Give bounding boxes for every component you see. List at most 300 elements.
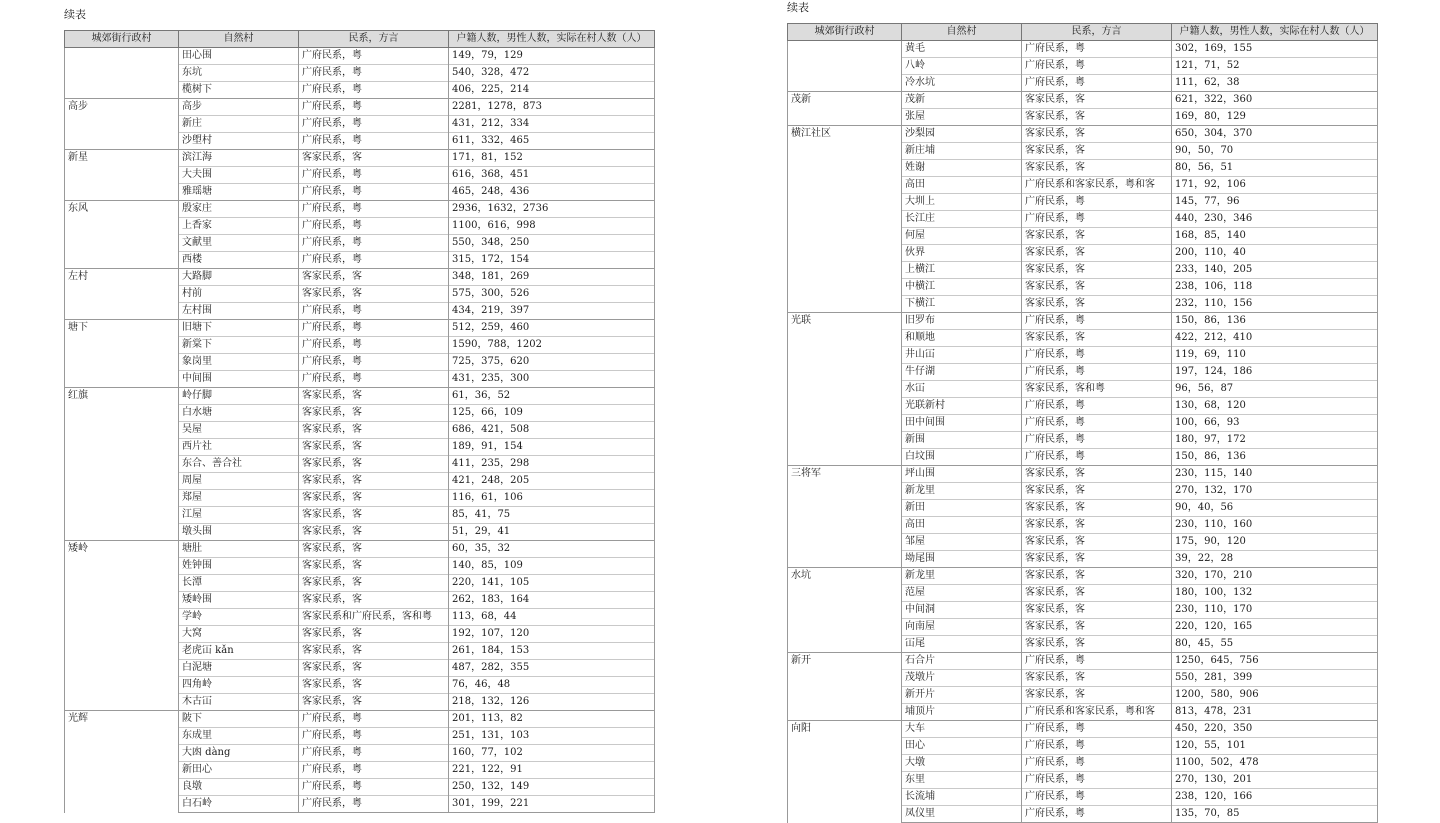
population-cell: 512，259，460 [449, 320, 655, 337]
population-cell: 160，77，102 [449, 745, 655, 762]
admin-village-cell: 横江社区 [788, 126, 902, 313]
natural-village-cell: 东合、善合社 [179, 456, 299, 473]
natural-village-cell: 滨江海 [179, 150, 299, 167]
population-cell: 262，183，164 [449, 592, 655, 609]
table-body [788, 41, 1378, 823]
natural-village-cell: 新庄 [179, 116, 299, 133]
natural-village-cell: 石合片 [902, 653, 1022, 670]
dialect-cell: 广府民系和客家民系，粤和客 [1022, 177, 1172, 194]
natural-village-cell: 象岗里 [179, 354, 299, 371]
natural-village-cell: 长潭 [179, 575, 299, 592]
natural-village-cell: 大车 [902, 721, 1022, 738]
population-cell: 169，80，129 [1172, 109, 1378, 126]
dialect-cell: 客家民系，客 [1022, 568, 1172, 585]
natural-village-cell: 老虎冚 kǎn [179, 643, 299, 660]
population-cell: 121，71，52 [1172, 58, 1378, 75]
dialect-cell: 广府民系，粤 [1022, 41, 1172, 58]
dialect-cell: 客家民系，客 [1022, 517, 1172, 534]
dialect-cell: 客家民系，客 [299, 677, 449, 694]
table-row [788, 568, 1378, 585]
header-population: 户籍人数，男性人数，实际在村人数（人） [449, 31, 655, 48]
dialect-cell: 广府民系，粤 [1022, 75, 1172, 92]
natural-village-cell: 四角岭 [179, 677, 299, 694]
admin-village-cell: 光联 [788, 313, 902, 466]
natural-village-cell: 田心围 [179, 48, 299, 65]
natural-village-cell: 张屋 [902, 109, 1022, 126]
population-cell: 220，141，105 [449, 575, 655, 592]
population-cell: 251，131，103 [449, 728, 655, 745]
dialect-cell: 广府民系，粤 [1022, 313, 1172, 330]
natural-village-cell: 姓钟围 [179, 558, 299, 575]
continued-label: 续表 [787, 1, 809, 14]
natural-village-cell: 冚尾 [902, 636, 1022, 653]
population-cell: 440，230，346 [1172, 211, 1378, 228]
dialect-cell: 客家民系，客 [299, 286, 449, 303]
dialect-cell: 广府民系，粤 [1022, 653, 1172, 670]
header-natural-village: 自然村 [179, 31, 299, 48]
dialect-cell: 广府民系，粤 [299, 48, 449, 65]
dialect-cell: 客家民系，客 [299, 490, 449, 507]
population-cell: 135，70，85 [1172, 806, 1378, 823]
header-row [788, 24, 1378, 41]
admin-village-cell: 新开 [788, 653, 902, 721]
population-cell: 1200，580，906 [1172, 687, 1378, 704]
population-cell: 434，219，397 [449, 303, 655, 320]
natural-village-cell: 向南屋 [902, 619, 1022, 636]
dialect-cell: 广府民系，粤 [299, 201, 449, 218]
dialect-cell: 广府民系，粤 [1022, 789, 1172, 806]
natural-village-cell: 新龙里 [902, 568, 1022, 585]
population-cell: 96，56，87 [1172, 381, 1378, 398]
dialect-cell: 广府民系，粤 [299, 337, 449, 354]
admin-village-cell: 光辉 [65, 711, 179, 813]
dialect-cell: 广府民系，粤 [1022, 194, 1172, 211]
dialect-cell: 广府民系，粤 [299, 711, 449, 728]
population-cell: 621，322，360 [1172, 92, 1378, 109]
natural-village-cell: 殷家庄 [179, 201, 299, 218]
population-cell: 301，199，221 [449, 796, 655, 813]
population-cell: 1100，502，478 [1172, 755, 1378, 772]
population-cell: 201，113，82 [449, 711, 655, 728]
dialect-cell: 客家民系，客 [1022, 228, 1172, 245]
natural-village-cell: 新庄埔 [902, 143, 1022, 160]
natural-village-cell: 木古冚 [179, 694, 299, 711]
natural-village-cell: 墩头围 [179, 524, 299, 541]
dialect-cell: 广府民系和客家民系，粤和客 [1022, 704, 1172, 721]
header-admin-village: 城郊街行政村 [788, 24, 902, 41]
population-cell: 550，348，250 [449, 235, 655, 252]
dialect-cell: 客家民系，客 [299, 660, 449, 677]
dialect-cell: 客家民系，客 [1022, 602, 1172, 619]
population-cell: 540，328，472 [449, 65, 655, 82]
natural-village-cell: 长江庄 [902, 211, 1022, 228]
village-table [787, 23, 1378, 823]
population-cell: 218，132，126 [449, 694, 655, 711]
population-cell: 140，85，109 [449, 558, 655, 575]
dialect-cell: 客家民系，客 [299, 507, 449, 524]
natural-village-cell: 伙界 [902, 245, 1022, 262]
population-cell: 76，46，48 [449, 677, 655, 694]
dialect-cell: 广府民系，粤 [299, 779, 449, 796]
population-cell: 232，110，156 [1172, 296, 1378, 313]
population-cell: 130，68，120 [1172, 398, 1378, 415]
dialect-cell: 广府民系，粤 [1022, 347, 1172, 364]
dialect-cell: 客家民系，客 [1022, 551, 1172, 568]
population-cell: 686，421，508 [449, 422, 655, 439]
table-row [65, 99, 655, 116]
population-cell: 230，115，140 [1172, 466, 1378, 483]
dialect-cell: 客家民系，客 [1022, 279, 1172, 296]
table-body [65, 48, 655, 813]
dialect-cell: 客家民系，客 [299, 456, 449, 473]
natural-village-cell: 田中间围 [902, 415, 1022, 432]
dialect-cell: 客家民系，客 [1022, 534, 1172, 551]
natural-village-cell: 冷水坑 [902, 75, 1022, 92]
population-cell: 111，62，38 [1172, 75, 1378, 92]
table-row [65, 711, 655, 728]
header-dialect: 民系，方言 [1022, 24, 1172, 41]
dialect-cell: 客家民系，客 [299, 592, 449, 609]
natural-village-cell: 沙塱村 [179, 133, 299, 150]
natural-village-cell: 白石岭 [179, 796, 299, 813]
admin-village-cell: 塘下 [65, 320, 179, 388]
dialect-cell: 客家民系和广府民系，客和粤 [299, 609, 449, 626]
admin-village-cell: 高步 [65, 99, 179, 150]
natural-village-cell: 塘肚 [179, 541, 299, 558]
natural-village-cell: 大圳上 [902, 194, 1022, 211]
natural-village-cell: 黄毛 [902, 41, 1022, 58]
admin-village-cell: 向阳 [788, 721, 902, 823]
population-cell: 465，248，436 [449, 184, 655, 201]
population-cell: 315，172，154 [449, 252, 655, 269]
natural-village-cell: 长流埔 [902, 789, 1022, 806]
natural-village-cell: 水冚 [902, 381, 1022, 398]
dialect-cell: 客家民系，客 [299, 626, 449, 643]
admin-village-cell [788, 41, 902, 92]
dialect-cell: 客家民系，客 [1022, 636, 1172, 653]
natural-village-cell: 良墩 [179, 779, 299, 796]
table-row [65, 541, 655, 558]
dialect-cell: 客家民系，客 [299, 558, 449, 575]
natural-village-cell: 井山冚 [902, 347, 1022, 364]
population-cell: 90，40，56 [1172, 500, 1378, 517]
natural-village-cell: 陂下 [179, 711, 299, 728]
natural-village-cell: 茂墩片 [902, 670, 1022, 687]
population-cell: 116，61，106 [449, 490, 655, 507]
population-cell: 125，66，109 [449, 405, 655, 422]
natural-village-cell: 江屋 [179, 507, 299, 524]
population-cell: 1250，645，756 [1172, 653, 1378, 670]
admin-village-cell: 三将军 [788, 466, 902, 568]
population-cell: 221，122，91 [449, 762, 655, 779]
dialect-cell: 广府民系，粤 [299, 116, 449, 133]
population-cell: 150，86，136 [1172, 449, 1378, 466]
header-admin-village: 城郊街行政村 [65, 31, 179, 48]
natural-village-cell: 大凼 dàng [179, 745, 299, 762]
admin-village-cell: 东风 [65, 201, 179, 269]
admin-village-cell: 矮岭 [65, 541, 179, 711]
natural-village-cell: 大夫围 [179, 167, 299, 184]
natural-village-cell: 上横江 [902, 262, 1022, 279]
natural-village-cell: 中横江 [902, 279, 1022, 296]
dialect-cell: 客家民系，客 [1022, 466, 1172, 483]
dialect-cell: 客家民系，客 [299, 269, 449, 286]
dialect-cell: 客家民系，客 [1022, 126, 1172, 143]
dialect-cell: 广府民系，粤 [299, 762, 449, 779]
header-row [65, 31, 655, 48]
dialect-cell: 客家民系，客 [1022, 92, 1172, 109]
population-cell: 120，55，101 [1172, 738, 1378, 755]
dialect-cell: 客家民系，客 [299, 473, 449, 490]
natural-village-cell: 田心 [902, 738, 1022, 755]
continued-label: 续表 [64, 8, 86, 21]
dialect-cell: 客家民系，客 [299, 150, 449, 167]
population-cell: 85，41，75 [449, 507, 655, 524]
dialect-cell: 客家民系，客 [299, 439, 449, 456]
natural-village-cell: 新田 [902, 500, 1022, 517]
population-cell: 39，22，28 [1172, 551, 1378, 568]
natural-village-cell: 高田 [902, 177, 1022, 194]
natural-village-cell: 新开片 [902, 687, 1022, 704]
population-cell: 171，92，106 [1172, 177, 1378, 194]
table-row [788, 721, 1378, 738]
table-row [65, 48, 655, 65]
population-cell: 113，68，44 [449, 609, 655, 626]
natural-village-cell: 范屋 [902, 585, 1022, 602]
population-cell: 180，97，172 [1172, 432, 1378, 449]
dialect-cell: 客家民系，客 [1022, 296, 1172, 313]
header-population: 户籍人数，男性人数，实际在村人数（人） [1172, 24, 1378, 41]
admin-village-cell: 茂新 [788, 92, 902, 126]
natural-village-cell: 凤仪里 [902, 806, 1022, 823]
natural-village-cell: 东里 [902, 772, 1022, 789]
village-table [64, 30, 655, 813]
population-cell: 145，77，96 [1172, 194, 1378, 211]
dialect-cell: 广府民系，粤 [1022, 58, 1172, 75]
population-cell: 197，124，186 [1172, 364, 1378, 381]
dialect-cell: 广府民系，粤 [1022, 772, 1172, 789]
population-cell: 813，478，231 [1172, 704, 1378, 721]
population-cell: 575，300，526 [449, 286, 655, 303]
population-cell: 60，35，32 [449, 541, 655, 558]
population-cell: 422，212，410 [1172, 330, 1378, 347]
natural-village-cell: 沙梨园 [902, 126, 1022, 143]
dialect-cell: 广府民系，粤 [1022, 211, 1172, 228]
population-cell: 1590，788，1202 [449, 337, 655, 354]
natural-village-cell: 周屋 [179, 473, 299, 490]
population-cell: 270，130，201 [1172, 772, 1378, 789]
natural-village-cell: 榄树下 [179, 82, 299, 99]
population-cell: 1100，616，998 [449, 218, 655, 235]
dialect-cell: 广府民系，粤 [299, 745, 449, 762]
natural-village-cell: 新围 [902, 432, 1022, 449]
dialect-cell: 客家民系，客 [299, 575, 449, 592]
table-row [65, 269, 655, 286]
population-cell: 302，169，155 [1172, 41, 1378, 58]
dialect-cell: 广府民系，粤 [299, 65, 449, 82]
population-cell: 348，181，269 [449, 269, 655, 286]
population-cell: 2936，1632，2736 [449, 201, 655, 218]
dialect-cell: 广府民系，粤 [299, 728, 449, 745]
population-cell: 51，29，41 [449, 524, 655, 541]
dialect-cell: 客家民系，客 [1022, 262, 1172, 279]
population-cell: 233，140，205 [1172, 262, 1378, 279]
dialect-cell: 客家民系，客和粤 [1022, 381, 1172, 398]
dialect-cell: 客家民系，客 [299, 422, 449, 439]
population-cell: 189，91，154 [449, 439, 655, 456]
dialect-cell: 广府民系，粤 [299, 133, 449, 150]
population-cell: 80，45，55 [1172, 636, 1378, 653]
population-cell: 261，184，153 [449, 643, 655, 660]
dialect-cell: 广府民系，粤 [1022, 806, 1172, 823]
table-row [65, 150, 655, 167]
population-cell: 192，107，120 [449, 626, 655, 643]
natural-village-cell: 文献里 [179, 235, 299, 252]
dialect-cell: 客家民系，客 [1022, 109, 1172, 126]
natural-village-cell: 新龙里 [902, 483, 1022, 500]
dialect-cell: 客家民系，客 [1022, 687, 1172, 704]
dialect-cell: 客家民系，客 [1022, 143, 1172, 160]
population-cell: 611，332，465 [449, 133, 655, 150]
dialect-cell: 客家民系，客 [1022, 483, 1172, 500]
natural-village-cell: 八岭 [902, 58, 1022, 75]
admin-village-cell [65, 48, 179, 99]
natural-village-cell: 中间洞 [902, 602, 1022, 619]
natural-village-cell: 光联新村 [902, 398, 1022, 415]
natural-village-cell: 坳尾围 [902, 551, 1022, 568]
dialect-cell: 客家民系，客 [1022, 160, 1172, 177]
natural-village-cell: 白泥塘 [179, 660, 299, 677]
table-row [788, 92, 1378, 109]
natural-village-cell: 白坟围 [902, 449, 1022, 466]
dialect-cell: 客家民系，客 [1022, 245, 1172, 262]
dialect-cell: 客家民系，客 [299, 643, 449, 660]
table-row [788, 653, 1378, 670]
natural-village-cell: 新棠下 [179, 337, 299, 354]
dialect-cell: 广府民系，粤 [299, 252, 449, 269]
table-row [788, 466, 1378, 483]
table-row [788, 313, 1378, 330]
dialect-cell: 客家民系，客 [299, 405, 449, 422]
dialect-cell: 客家民系，客 [299, 541, 449, 558]
natural-village-cell: 村前 [179, 286, 299, 303]
dialect-cell: 广府民系，粤 [1022, 738, 1172, 755]
population-cell: 250，132，149 [449, 779, 655, 796]
table-row [788, 41, 1378, 58]
dialect-cell: 客家民系，客 [1022, 619, 1172, 636]
population-cell: 431，235，300 [449, 371, 655, 388]
population-cell: 431，212，334 [449, 116, 655, 133]
population-cell: 411，235，298 [449, 456, 655, 473]
natural-village-cell: 新田心 [179, 762, 299, 779]
dialect-cell: 广府民系，粤 [299, 354, 449, 371]
natural-village-cell: 岭仔脚 [179, 388, 299, 405]
dialect-cell: 客家民系，客 [1022, 585, 1172, 602]
natural-village-cell: 姓谢 [902, 160, 1022, 177]
dialect-cell: 广府民系，粤 [299, 167, 449, 184]
natural-village-cell: 郑屋 [179, 490, 299, 507]
natural-village-cell: 埔顶片 [902, 704, 1022, 721]
population-cell: 616，368，451 [449, 167, 655, 184]
population-cell: 406，225，214 [449, 82, 655, 99]
dialect-cell: 客家民系，客 [299, 694, 449, 711]
natural-village-cell: 和顺地 [902, 330, 1022, 347]
admin-village-cell: 左村 [65, 269, 179, 320]
population-cell: 175，90，120 [1172, 534, 1378, 551]
population-cell: 61，36，52 [449, 388, 655, 405]
population-cell: 149，79，129 [449, 48, 655, 65]
natural-village-cell: 旧塘下 [179, 320, 299, 337]
natural-village-cell: 中间围 [179, 371, 299, 388]
population-cell: 171，81，152 [449, 150, 655, 167]
dialect-cell: 客家民系，客 [1022, 330, 1172, 347]
dialect-cell: 客家民系，客 [1022, 500, 1172, 517]
dialect-cell: 广府民系，粤 [1022, 721, 1172, 738]
natural-village-cell: 西楼 [179, 252, 299, 269]
dialect-cell: 客家民系，客 [1022, 670, 1172, 687]
natural-village-cell: 邹屋 [902, 534, 1022, 551]
table-row [65, 388, 655, 405]
dialect-cell: 广府民系，粤 [299, 235, 449, 252]
dialect-cell: 广府民系，粤 [299, 218, 449, 235]
header-dialect: 民系，方言 [299, 31, 449, 48]
population-cell: 270，132，170 [1172, 483, 1378, 500]
natural-village-cell: 牛仔湖 [902, 364, 1022, 381]
population-cell: 487，282，355 [449, 660, 655, 677]
population-cell: 119，69，110 [1172, 347, 1378, 364]
natural-village-cell: 吴屋 [179, 422, 299, 439]
dialect-cell: 广府民系，粤 [299, 320, 449, 337]
population-cell: 100，66，93 [1172, 415, 1378, 432]
dialect-cell: 客家民系，客 [299, 388, 449, 405]
population-cell: 200，110，40 [1172, 245, 1378, 262]
admin-village-cell: 新星 [65, 150, 179, 201]
dialect-cell: 广府民系，粤 [1022, 398, 1172, 415]
population-cell: 725，375，620 [449, 354, 655, 371]
dialect-cell: 广府民系，粤 [1022, 755, 1172, 772]
population-cell: 650，304，370 [1172, 126, 1378, 143]
population-cell: 150，86，136 [1172, 313, 1378, 330]
population-cell: 320，170，210 [1172, 568, 1378, 585]
natural-village-cell: 东成里 [179, 728, 299, 745]
natural-village-cell: 雅瑶塘 [179, 184, 299, 201]
population-cell: 180，100，132 [1172, 585, 1378, 602]
natural-village-cell: 矮岭围 [179, 592, 299, 609]
dialect-cell: 广府民系，粤 [299, 82, 449, 99]
population-cell: 450，220，350 [1172, 721, 1378, 738]
dialect-cell: 广府民系，粤 [299, 796, 449, 813]
population-cell: 421，248，205 [449, 473, 655, 490]
natural-village-cell: 茂新 [902, 92, 1022, 109]
natural-village-cell: 大墩 [902, 755, 1022, 772]
dialect-cell: 广府民系，粤 [299, 99, 449, 116]
natural-village-cell: 高步 [179, 99, 299, 116]
natural-village-cell: 学岭 [179, 609, 299, 626]
header-natural-village: 自然村 [902, 24, 1022, 41]
natural-village-cell: 西片社 [179, 439, 299, 456]
population-cell: 80，56，51 [1172, 160, 1378, 177]
dialect-cell: 广府民系，粤 [1022, 364, 1172, 381]
dialect-cell: 客家民系，客 [299, 524, 449, 541]
natural-village-cell: 东坑 [179, 65, 299, 82]
natural-village-cell: 旧罗布 [902, 313, 1022, 330]
population-cell: 238，120，166 [1172, 789, 1378, 806]
table-row [65, 201, 655, 218]
dialect-cell: 广府民系，粤 [1022, 415, 1172, 432]
natural-village-cell: 坪山围 [902, 466, 1022, 483]
dialect-cell: 广府民系，粤 [299, 371, 449, 388]
dialect-cell: 广府民系，粤 [299, 303, 449, 320]
